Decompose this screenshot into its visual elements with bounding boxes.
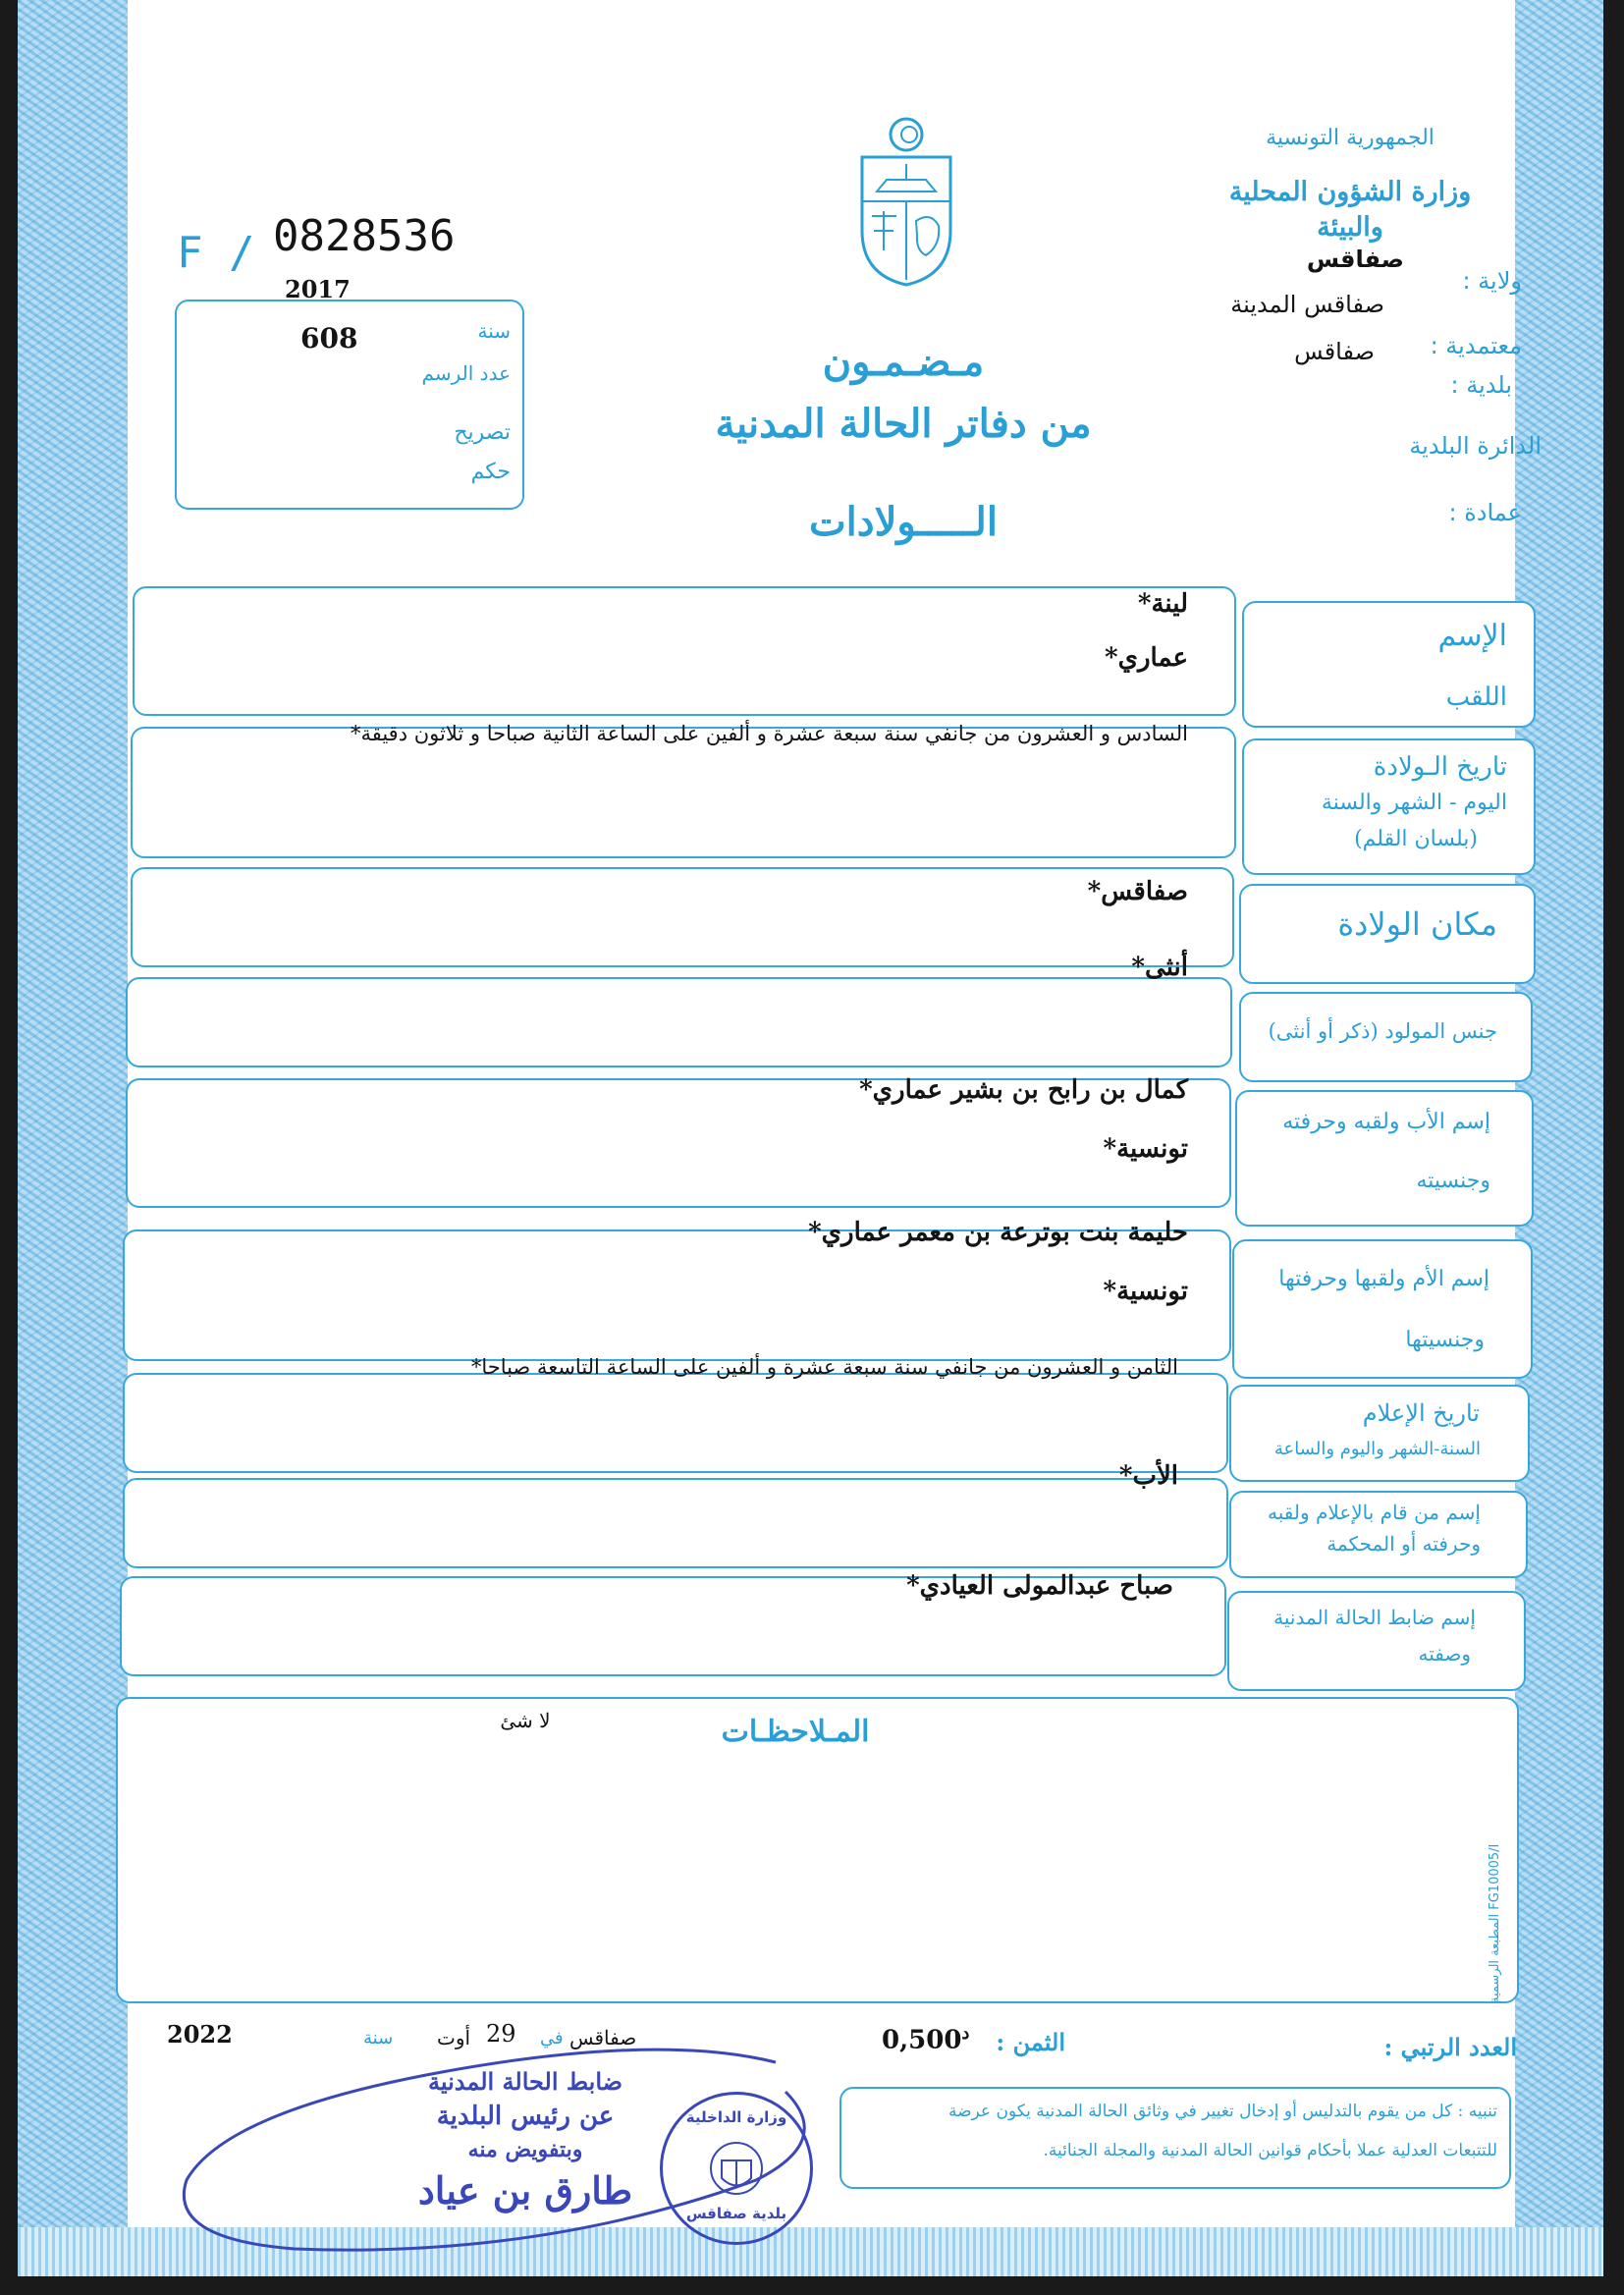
declaration-date-sublabel: السنة-الشهر واليوم والساعة (1273, 1439, 1481, 1459)
warning-line1: تنبيه : كل من يقوم بالتدليس أو إدخال تغيير في وثائق الحالة المدنية يكون عرضة (948, 2102, 1497, 2121)
value-box-birth-date (131, 727, 1236, 858)
signature-block (363, 2067, 687, 2213)
tunisia-coat-of-arms-icon (852, 113, 960, 290)
birth-place-label: مكان الولادة (1337, 905, 1497, 943)
name-value: لينة* (1137, 589, 1188, 619)
sex-value: أنثى* (1131, 953, 1188, 982)
motamadia-value: صفاقس المدينة (1230, 291, 1384, 318)
officer-sublabel: وصفته (1418, 1642, 1471, 1666)
republic-title: الجمهورية التونسية (1266, 126, 1435, 150)
serial-label: العدد الرتبي : (1383, 2033, 1517, 2061)
printer-mark (1488, 1843, 1502, 2003)
serial-prefix: F / (177, 228, 255, 278)
baladia-value: صفاقس (1294, 338, 1375, 365)
value-box-declaration-date (123, 1373, 1228, 1473)
wilaya-label: ولاية : (1462, 267, 1522, 295)
section-title: الـــــولادات (809, 499, 998, 545)
imada-label: عمادة : (1448, 499, 1522, 526)
issue-day: 29 (486, 2020, 516, 2048)
surname-label: اللقب (1445, 683, 1507, 712)
birth-date-value: السادس و العشرون من جانفي سنة سبعة عشرة و ألفين على الساعة الثانية صباحا و ثلاثون دقيقة* (350, 722, 1188, 745)
stamp-bottom-text: بلدية صفاقس (685, 2205, 787, 2222)
birth-date-label: تاريخ الـولادة (1373, 752, 1507, 782)
serial-number: 0828536 (273, 211, 456, 261)
declarant-value: الأب* (1118, 1461, 1178, 1491)
officer-value: صباح عبدالمولى العيادي* (906, 1571, 1173, 1601)
declarant-label: إسم من قام بالإعلام ولقبه (1268, 1501, 1481, 1524)
security-border-left (18, 0, 128, 2276)
price-value (882, 2023, 980, 2055)
issue-year-word: سنة (363, 2028, 394, 2049)
signature-delegation: وبتفويض منه (467, 2137, 583, 2162)
stamp-emblem-icon (707, 2139, 766, 2198)
label-box-mother (1232, 1239, 1533, 1379)
father-label: إسم الأب ولقبه وحرفته (1282, 1110, 1490, 1134)
printer-code: FG10005/I (1488, 1843, 1502, 1910)
officer-label: إسم ضابط الحالة المدنية (1273, 1606, 1476, 1629)
signature-on-behalf: عن رئيس البلدية (436, 2102, 615, 2131)
mother-nationality-value: تونسية* (1103, 1277, 1188, 1306)
surname-value: عماري* (1105, 643, 1188, 673)
stamp-top-text: وزارة الداخلية (685, 2108, 787, 2126)
ministry-line1: وزارة الشؤون المحلية (1228, 177, 1472, 207)
issue-year: 2022 (167, 2020, 233, 2049)
issue-month: أوت (437, 2026, 471, 2049)
father-nationality-label: وجنسيته (1416, 1169, 1490, 1193)
value-box-declarant (123, 1478, 1228, 1568)
price-amount: 0,500 (882, 2025, 962, 2055)
sex-label: جنس المولود (ذكر أو أنثى) (1268, 1019, 1497, 1043)
warning-line2: للتتبعات العدلية عملا بأحكام قوانين الحالة المدنية والمجلة الجنائية. (1043, 2141, 1497, 2160)
signature-name: طارق بن عياد (417, 2168, 633, 2213)
document-title: مـضـمـون (822, 339, 985, 385)
ministry-line2: والبيئة (1317, 212, 1383, 243)
record-number-value: 608 (300, 322, 358, 355)
remarks-value: لا شئ (500, 1709, 551, 1732)
issue-in-word: في (540, 2028, 564, 2049)
birth-date-sublabel: اليوم - الشهر والسنة (1321, 791, 1507, 815)
father-name-value: كمال بن رابح بن بشير عماري* (859, 1075, 1188, 1105)
mother-name-value: حليمة بنت بوترعة بن معمر عماري* (808, 1218, 1188, 1247)
wilaya-value: صفاقس (1306, 246, 1404, 273)
birth-date-pen-label: (بلسان القلم) (1354, 827, 1478, 851)
printer-name: المطبعة الرسمية (1488, 1913, 1502, 2003)
value-box-sex (126, 977, 1232, 1067)
daira-label: الدائرة البلدية (1409, 432, 1542, 460)
remarks-label: المـلاحظـات (721, 1715, 870, 1749)
signature-title: ضابط الحالة المدنية (427, 2067, 623, 2096)
record-declaration-label: تصريح (454, 420, 511, 445)
ministry-name (1218, 175, 1483, 246)
name-label: الإسم (1437, 619, 1507, 653)
document-subtitle: من دفاتر الحالة المدنية (715, 401, 1092, 447)
issue-city: صفاقس (569, 2026, 637, 2049)
price-unit: د (961, 2023, 970, 2044)
declaration-date-label: تاريخ الإعلام (1362, 1399, 1480, 1427)
motamadia-label: معتمدية : (1430, 332, 1522, 359)
record-year-label: سنة (477, 319, 511, 343)
declaration-date-value: الثامن و العشرون من جانفي سنة سبعة عشرة و ألفين على الساعة التاسعة صباحا* (470, 1355, 1178, 1379)
mother-label: إسم الأم ولقبها وحرفتها (1278, 1267, 1489, 1291)
record-number-label: عدد الرسم (421, 361, 511, 385)
baladia-label: بلدية : (1450, 371, 1512, 399)
declarant-sublabel: وحرفته أو المحكمة (1326, 1532, 1481, 1556)
official-stamp (660, 2092, 813, 2245)
birth-place-value: صفاقس* (1087, 877, 1188, 906)
mother-nationality-label: وجنسيتها (1405, 1328, 1485, 1352)
record-judgment-label: حكم (470, 460, 511, 484)
father-nationality-value: تونسية* (1103, 1134, 1188, 1164)
price-label: الثمن : (996, 2028, 1065, 2056)
record-year-value: 2017 (285, 275, 351, 303)
